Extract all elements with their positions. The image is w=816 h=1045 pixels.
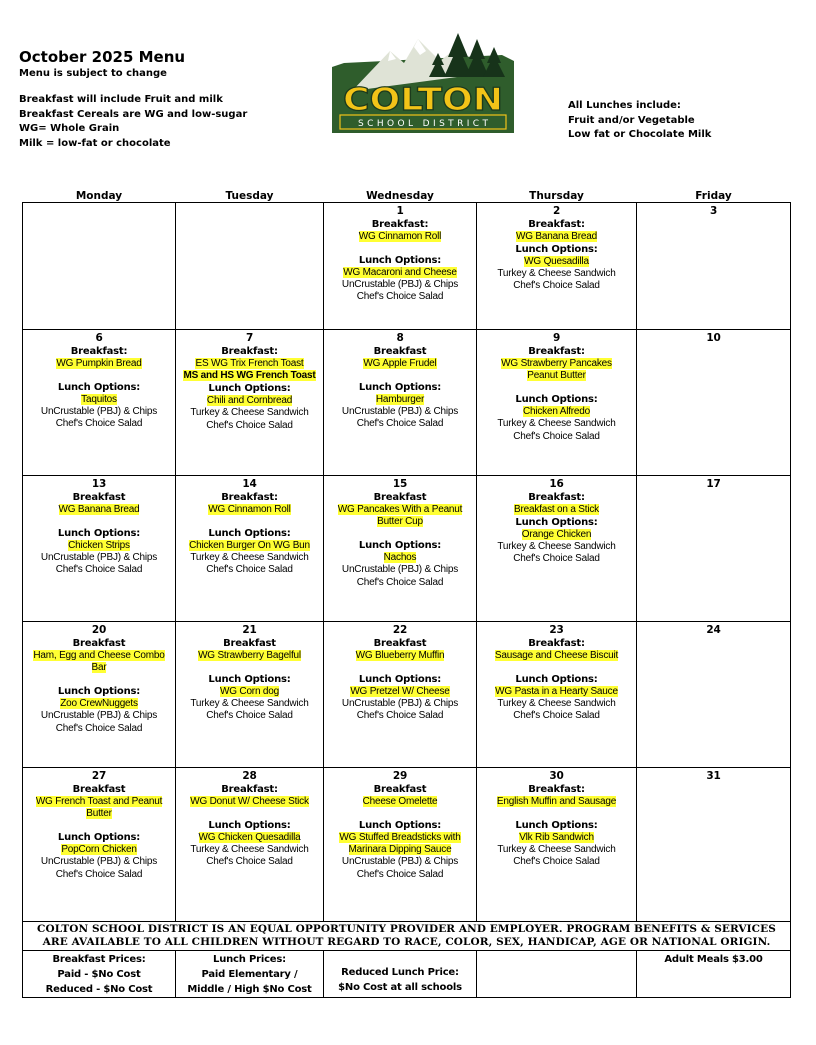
lunch-prices bbox=[176, 950, 324, 997]
lunch-label: Lunch Options: bbox=[515, 819, 598, 831]
featured-menu-item: WG Banana Bread bbox=[516, 230, 597, 242]
day-cell bbox=[477, 475, 637, 621]
featured-item-wrap bbox=[178, 358, 321, 370]
day-number: 30 bbox=[549, 769, 564, 782]
featured-menu-item: WG Apple Frudel bbox=[363, 357, 437, 369]
featured-menu-item: Orange Chicken bbox=[521, 528, 592, 540]
menu-item: UnCrustable (PBJ) & Chips bbox=[40, 710, 158, 722]
featured-item-wrap bbox=[326, 796, 474, 808]
lunch-label: Lunch Options: bbox=[358, 673, 442, 685]
day-number: 14 bbox=[242, 477, 257, 490]
featured-item-wrap bbox=[326, 552, 474, 564]
week-row bbox=[23, 202, 791, 329]
featured-item-wrap bbox=[479, 256, 634, 268]
lunch-label: Lunch Options: bbox=[57, 381, 141, 393]
lunch-label: Lunch Options: bbox=[57, 832, 141, 844]
day-number: 27 bbox=[91, 769, 107, 782]
week-row bbox=[23, 767, 791, 921]
featured-item-wrap bbox=[479, 686, 634, 698]
prices-row bbox=[23, 950, 791, 997]
menu-item: Chef's Choice Salad bbox=[356, 710, 444, 722]
menu-item: UnCrustable (PBJ) & Chips bbox=[40, 552, 158, 564]
day-cell bbox=[176, 329, 324, 475]
day-number: 15 bbox=[392, 477, 408, 490]
day-cell bbox=[324, 329, 477, 475]
breakfast-label: Breakfast: bbox=[221, 783, 278, 795]
menu-item: Chef's Choice Salad bbox=[55, 868, 143, 880]
featured-item-wrap bbox=[25, 650, 173, 675]
reduced-lunch-price: $No Cost at all schools bbox=[338, 981, 462, 993]
breakfast-label: Breakfast bbox=[373, 637, 427, 649]
breakfast-label: Breakfast bbox=[373, 345, 427, 357]
breakfast-note: Breakfast will include Fruit and milk bbox=[19, 94, 223, 105]
featured-item-wrap bbox=[25, 358, 173, 370]
weekday-tuesday: Tuesday bbox=[225, 189, 274, 202]
featured-item-wrap bbox=[178, 796, 321, 808]
lunch-label: Lunch Options: bbox=[515, 673, 598, 685]
reduced-lunch-prices bbox=[324, 950, 477, 997]
day-number: 13 bbox=[91, 477, 107, 490]
menu-item: Chef's Choice Salad bbox=[55, 564, 143, 576]
lunch-label: Lunch Options: bbox=[358, 819, 442, 831]
featured-menu-item: Breakfast on a Stick bbox=[514, 503, 599, 515]
featured-menu-item: Chicken Alfredo bbox=[522, 406, 591, 418]
day-number: 3 bbox=[709, 204, 718, 217]
menu-item: Chef's Choice Salad bbox=[513, 856, 600, 868]
featured-item-wrap bbox=[479, 406, 634, 418]
lunch-label: Lunch Options: bbox=[57, 686, 141, 698]
featured-menu-item: Cheese Omelette bbox=[362, 795, 438, 807]
day-cell bbox=[324, 767, 477, 921]
lunch-includes-fruit: Fruit and/or Vegetable bbox=[568, 114, 695, 126]
featured-item-wrap bbox=[25, 796, 173, 821]
featured-item-wrap bbox=[326, 358, 474, 370]
day-cell bbox=[23, 202, 176, 329]
lunch-price-middle-high: Middle / High $No Cost bbox=[187, 983, 312, 995]
lunch-label: Lunch Options: bbox=[208, 383, 291, 395]
day-number: 22 bbox=[392, 623, 408, 636]
menu-item: Turkey & Cheese Sandwich bbox=[190, 552, 309, 564]
featured-item-wrap bbox=[479, 796, 634, 808]
lunch-price-elementary: Paid Elementary / bbox=[201, 968, 298, 980]
day-cell bbox=[324, 475, 477, 621]
menu-item: Chef's Choice Salad bbox=[356, 868, 444, 880]
day-cell bbox=[176, 202, 324, 329]
day-cell bbox=[324, 202, 477, 329]
day-cell bbox=[637, 329, 791, 475]
breakfast-label: Breakfast bbox=[373, 491, 427, 503]
breakfast-label: Breakfast: bbox=[528, 218, 585, 230]
lunch-includes-milk: Low fat or Chocolate Milk bbox=[568, 129, 712, 140]
featured-menu-item: WG Blueberry Muffin bbox=[355, 649, 445, 661]
menu-item: UnCrustable (PBJ) & Chips bbox=[40, 406, 158, 418]
featured-item-wrap bbox=[479, 370, 634, 382]
equal-opportunity-notice: COLTON SCHOOL DISTRICT IS AN EQUAL OPPORTUNITY PROVIDER AND EMPLOYER. PROGRAM BENEFITS & SERVICES ARE AVAILABLE TO ALL CHILDREN WITHOUT REGARD TO RACE, COLOR, SEX, HANDICAP, AGE OR NATIONAL ORIGIN. bbox=[23, 921, 791, 950]
menu-item: Turkey & Cheese Sandwich bbox=[190, 407, 309, 419]
day-number: 1 bbox=[396, 204, 404, 217]
featured-menu-item: MS and HS WG French Toast bbox=[183, 369, 316, 381]
day-cell bbox=[23, 329, 176, 475]
featured-menu-item: Ham, Egg and Cheese Combo Bar bbox=[33, 649, 165, 673]
week-row bbox=[23, 329, 791, 475]
menu-item: UnCrustable (PBJ) & Chips bbox=[341, 856, 459, 868]
featured-item-wrap bbox=[326, 832, 474, 857]
day-cell bbox=[176, 767, 324, 921]
breakfast-prices-title: Breakfast Prices: bbox=[52, 953, 146, 965]
header-left bbox=[19, 48, 247, 151]
featured-item-wrap bbox=[326, 231, 474, 243]
featured-item-wrap bbox=[479, 231, 634, 243]
featured-menu-item: WG Strawberry Pancakes bbox=[501, 357, 612, 369]
menu-item: Chef's Choice Salad bbox=[513, 710, 600, 722]
lunch-label: Lunch Options: bbox=[208, 673, 291, 685]
day-cell bbox=[477, 767, 637, 921]
day-number: 2 bbox=[552, 204, 561, 217]
menu-item: Turkey & Cheese Sandwich bbox=[497, 698, 616, 710]
featured-menu-item: WG Cinnamon Roll bbox=[208, 503, 291, 515]
logo-wordmark: COLTON bbox=[343, 82, 503, 118]
breakfast-label: Breakfast: bbox=[221, 345, 278, 357]
adult-meal-price: Adult Meals $3.00 bbox=[637, 950, 791, 997]
featured-menu-item: WG Donut W/ Cheese Stick bbox=[190, 795, 309, 807]
calendar-weeks bbox=[23, 202, 791, 921]
prices-empty-cell bbox=[477, 950, 637, 997]
featured-menu-item: WG Macaroni and Cheese bbox=[343, 266, 457, 278]
featured-menu-item: PopCorn Chicken bbox=[61, 844, 137, 856]
lunch-label: Lunch Options: bbox=[358, 381, 442, 393]
featured-item-wrap bbox=[178, 370, 321, 382]
week-row bbox=[23, 621, 791, 767]
day-cell bbox=[477, 202, 637, 329]
menu-item: Chef's Choice Salad bbox=[206, 856, 293, 868]
day-number: 21 bbox=[242, 623, 257, 636]
menu-item: Turkey & Cheese Sandwich bbox=[497, 844, 616, 856]
menu-item: Chef's Choice Salad bbox=[206, 710, 293, 722]
featured-item-wrap bbox=[326, 504, 474, 529]
featured-menu-item: WG Chicken Quesadilla bbox=[198, 831, 301, 843]
featured-menu-item: Chicken Burger On WG Bun bbox=[189, 539, 310, 551]
menu-item: Turkey & Cheese Sandwich bbox=[190, 844, 309, 856]
featured-menu-item: WG Quesadilla bbox=[524, 255, 589, 267]
featured-menu-item: WG Stuffed Breadsticks with Marinara Dipping Sauce bbox=[339, 831, 461, 856]
featured-menu-item: WG Pasta in a Hearty Sauce bbox=[495, 685, 618, 697]
breakfast-price-paid: Paid - $No Cost bbox=[57, 968, 141, 980]
day-cell bbox=[477, 329, 637, 475]
day-cell bbox=[477, 621, 637, 767]
menu-item: Turkey & Cheese Sandwich bbox=[497, 418, 616, 430]
breakfast-label: Breakfast: bbox=[528, 783, 585, 795]
day-number: 8 bbox=[396, 331, 404, 344]
menu-item: Chef's Choice Salad bbox=[356, 418, 444, 430]
breakfast-label: Breakfast bbox=[223, 637, 276, 649]
menu-item: UnCrustable (PBJ) & Chips bbox=[341, 564, 459, 576]
menu-item: UnCrustable (PBJ) & Chips bbox=[341, 279, 459, 291]
weekday-wednesday: Wednesday bbox=[366, 189, 434, 202]
featured-item-wrap bbox=[178, 395, 321, 407]
menu-item: Chef's Choice Salad bbox=[356, 291, 444, 303]
featured-menu-item: WG Pretzel W/ Cheese bbox=[350, 685, 450, 697]
day-cell bbox=[324, 621, 477, 767]
breakfast-label: Breakfast: bbox=[70, 345, 128, 357]
lunch-label: Lunch Options: bbox=[208, 527, 291, 539]
weekday-header-row bbox=[23, 186, 791, 202]
menu-item: UnCrustable (PBJ) & Chips bbox=[341, 698, 459, 710]
lunch-label: Lunch Options: bbox=[358, 540, 442, 552]
featured-item-wrap bbox=[178, 540, 321, 552]
featured-menu-item: ES WG Trix French Toast bbox=[195, 357, 304, 369]
menu-item: Turkey & Cheese Sandwich bbox=[497, 268, 616, 280]
day-number: 6 bbox=[95, 331, 103, 344]
featured-item-wrap bbox=[178, 650, 321, 662]
lunch-label: Lunch Options: bbox=[515, 394, 598, 406]
featured-item-wrap bbox=[326, 686, 474, 698]
featured-item-wrap bbox=[25, 844, 173, 856]
featured-menu-item: WG Cinnamon Roll bbox=[358, 230, 442, 242]
featured-menu-item: Hamburger bbox=[375, 393, 425, 405]
lunch-label: Lunch Options: bbox=[358, 254, 442, 266]
featured-item-wrap bbox=[25, 540, 173, 552]
featured-menu-item: Peanut Butter bbox=[527, 369, 586, 381]
day-number: 23 bbox=[549, 623, 564, 636]
menu-item: Turkey & Cheese Sandwich bbox=[190, 698, 309, 710]
day-cell bbox=[176, 621, 324, 767]
menu-item: Chef's Choice Salad bbox=[55, 418, 143, 430]
menu-item: Chef's Choice Salad bbox=[206, 419, 293, 431]
lunch-label: Lunch Options: bbox=[515, 516, 598, 528]
day-number: 7 bbox=[245, 331, 254, 344]
featured-item-wrap bbox=[479, 832, 634, 844]
menu-item: Chef's Choice Salad bbox=[206, 564, 293, 576]
milk-note: Milk = low-fat or chocolate bbox=[19, 137, 171, 149]
menu-item: Chef's Choice Salad bbox=[55, 722, 143, 734]
menu-item: Chef's Choice Salad bbox=[356, 576, 444, 588]
lunch-label: Lunch Options: bbox=[515, 243, 598, 255]
breakfast-price-reduced: Reduced - $No Cost bbox=[45, 983, 153, 995]
featured-menu-item: Sausage and Cheese Biscuit bbox=[494, 649, 619, 661]
reduced-lunch-title: Reduced Lunch Price: bbox=[341, 966, 459, 978]
colton-logo bbox=[332, 33, 514, 133]
weekday-friday: Friday bbox=[695, 189, 732, 202]
menu-item: Chef's Choice Salad bbox=[513, 430, 600, 442]
day-cell bbox=[637, 767, 791, 921]
pine-trees-icon bbox=[429, 33, 505, 77]
menu-item: Turkey & Cheese Sandwich bbox=[497, 541, 616, 553]
featured-menu-item: Chili and Cornbread bbox=[206, 395, 293, 407]
breakfast-label: Breakfast bbox=[72, 491, 126, 503]
lunch-label: Lunch Options: bbox=[57, 527, 141, 539]
notice-row bbox=[23, 921, 791, 950]
weekday-monday: Monday bbox=[75, 189, 123, 202]
featured-item-wrap bbox=[479, 504, 634, 516]
menu-calendar bbox=[22, 186, 791, 998]
day-cell bbox=[176, 475, 324, 621]
featured-menu-item: Chicken Strips bbox=[68, 539, 130, 551]
menu-item: UnCrustable (PBJ) & Chips bbox=[341, 406, 459, 418]
featured-menu-item: WG French Toast and Peanut Butter bbox=[35, 795, 163, 819]
featured-item-wrap bbox=[178, 686, 321, 698]
featured-menu-item: Taquitos bbox=[81, 393, 117, 405]
featured-menu-item: WG Corn dog bbox=[220, 685, 279, 697]
featured-item-wrap bbox=[326, 394, 474, 406]
featured-item-wrap bbox=[178, 832, 321, 844]
featured-menu-item: WG Strawberry Bagelful bbox=[198, 649, 301, 661]
day-number: 16 bbox=[549, 477, 564, 490]
day-cell bbox=[23, 767, 176, 921]
featured-item-wrap bbox=[25, 698, 173, 710]
breakfast-label: Breakfast: bbox=[528, 491, 585, 503]
featured-menu-item: Vlk Rib Sandwich bbox=[519, 831, 594, 843]
breakfast-label: Breakfast bbox=[373, 783, 427, 795]
day-cell bbox=[23, 621, 176, 767]
day-number: 29 bbox=[392, 769, 408, 782]
day-number: 9 bbox=[552, 331, 561, 344]
menu-item: UnCrustable (PBJ) & Chips bbox=[40, 856, 158, 868]
menu-item: Chef's Choice Salad bbox=[513, 553, 600, 565]
logo-subtitle: SCHOOL DISTRICT bbox=[358, 119, 488, 129]
featured-item-wrap bbox=[479, 529, 634, 541]
day-cell bbox=[637, 621, 791, 767]
featured-item-wrap bbox=[479, 358, 634, 370]
breakfast-label: Breakfast: bbox=[371, 218, 429, 230]
lunch-label: Lunch Options: bbox=[208, 819, 291, 831]
day-number: 10 bbox=[706, 331, 721, 344]
day-cell bbox=[637, 475, 791, 621]
day-number: 28 bbox=[242, 769, 257, 782]
day-number: 20 bbox=[91, 623, 107, 636]
lunch-prices-title: Lunch Prices: bbox=[213, 953, 286, 965]
featured-menu-item: WG Pancakes With a Peanut Butter Cup bbox=[337, 503, 463, 527]
featured-item-wrap bbox=[178, 504, 321, 516]
wg-note: WG= Whole Grain bbox=[19, 123, 120, 134]
day-cell bbox=[637, 202, 791, 329]
featured-menu-item: Zoo CrewNuggets bbox=[60, 698, 138, 710]
featured-item-wrap bbox=[479, 650, 634, 662]
lunch-includes-title: All Lunches include: bbox=[568, 100, 681, 111]
page-subtitle: Menu is subject to change bbox=[19, 68, 167, 79]
day-number: 24 bbox=[706, 623, 721, 636]
breakfast-label: Breakfast: bbox=[221, 491, 278, 503]
breakfast-label: Breakfast: bbox=[528, 345, 585, 357]
featured-item-wrap bbox=[25, 504, 173, 516]
featured-menu-item: WG Pumpkin Bread bbox=[56, 357, 142, 369]
featured-menu-item: Nachos bbox=[383, 552, 417, 564]
menu-item: Chef's Choice Salad bbox=[513, 280, 600, 292]
day-cell bbox=[23, 475, 176, 621]
featured-menu-item: English Muffin and Sausage bbox=[496, 795, 617, 807]
breakfast-label: Breakfast: bbox=[528, 637, 585, 649]
featured-menu-item: WG Banana Bread bbox=[58, 503, 140, 515]
day-number: 17 bbox=[706, 477, 721, 490]
featured-item-wrap bbox=[25, 394, 173, 406]
breakfast-label: Breakfast bbox=[72, 637, 126, 649]
featured-item-wrap bbox=[326, 650, 474, 662]
breakfast-label: Breakfast bbox=[72, 783, 126, 795]
featured-item-wrap bbox=[326, 267, 474, 279]
cereal-note: Breakfast Cereals are WG and low-sugar bbox=[19, 108, 248, 120]
header-right bbox=[568, 99, 711, 143]
breakfast-prices bbox=[23, 950, 176, 997]
week-row bbox=[23, 475, 791, 621]
day-number: 31 bbox=[706, 769, 721, 782]
weekday-thursday: Thursday bbox=[529, 189, 584, 202]
page-title: October 2025 Menu bbox=[19, 48, 186, 66]
